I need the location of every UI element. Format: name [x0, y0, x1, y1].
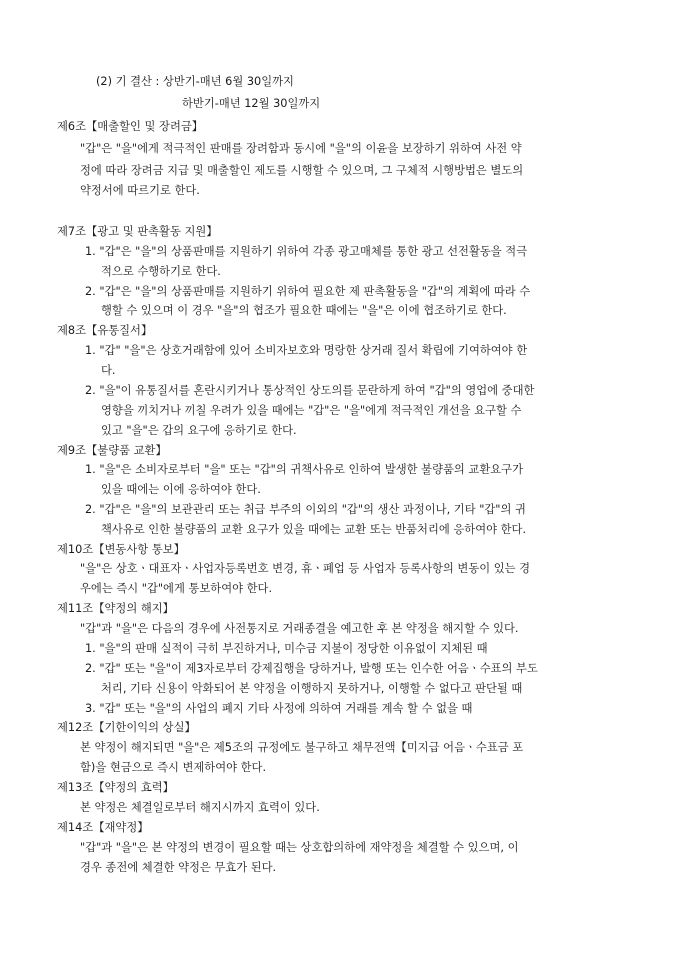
article-6-body-line: 약정서에 따르기로 한다. — [80, 184, 200, 197]
article-6-heading: 제6조【매출할인 및 장려금】 — [57, 120, 204, 133]
article-11-heading: 제11조【약정의 해지】 — [57, 602, 174, 615]
article-10-heading: 제10조【변동사항 통보】 — [57, 543, 185, 556]
article-8-heading: 제8조【유통질서】 — [57, 324, 153, 337]
article-14-body-line: "갑"과 "을"은 본 약정의 변경이 필요할 때는 상호합의하에 재약정을 체결할 수 있으며, 이 — [80, 841, 519, 854]
settlement-first-half: (2) 기 결산 : 상반기-매년 6월 30일까지 — [96, 75, 294, 88]
article-12-heading: 제12조【기한이익의 상실】 — [57, 721, 196, 734]
settlement-second-half: 하반기-매년 12월 30일까지 — [182, 97, 321, 110]
article-11-item-1: 1. "을"의 판매 실적이 극히 부진하거나, 미수금 지불이 정당한 이유없이 지체된 때 — [85, 642, 488, 655]
article-8-item-1: 1. "갑" "을"은 상호거래함에 있어 소비자보호와 명랑한 상거래 질서 확립에 기여하여야 한 — [85, 344, 528, 357]
article-7-item-1: 1. "갑"은 "을"의 상품판매를 지원하기 위하여 각종 광고매체를 통한 광고 선전활동을 적극 — [85, 245, 528, 258]
article-9-item-2: 2. "갑"은 "을"의 보관관리 또는 취급 부주의 이외의 "갑"의 생산 과정이나, 기타 "갑"의 귀 — [85, 503, 526, 516]
article-13-heading: 제13조【약정의 효력】 — [57, 781, 174, 794]
article-7-item-2: 2. "갑"은 "을"의 상품판매를 지원하기 위하여 필요한 제 판촉활동을 "갑"의 계획에 따라 수 — [85, 285, 531, 298]
article-9-item-1: 1. "을"은 소비자로부터 "을" 또는 "갑"의 귀책사유로 인하여 발생한 불량품의 교환요구가 — [85, 463, 523, 476]
article-6-body-line: 정에 따라 장려금 지급 및 매출할인 제도를 시행할 수 있으며, 그 구체적 시행방법은 별도의 — [80, 164, 524, 177]
article-11-item-2: 2. "갑" 또는 "을"이 제3자로부터 강제집행을 당하거나, 발행 또는 인수한 어음ㆍ수표의 부도 — [85, 662, 538, 675]
article-8-item-2: 2. "을"이 유통질서를 혼란시키거나 통상적인 상도의를 문란하게 하여 "갑"의 영업에 중대한 — [85, 384, 535, 397]
article-9-item-2-cont: 책사유로 인한 불량품의 교환 요구가 있을 때에는 교환 또는 반품처리에 응하여야 한다. — [101, 523, 527, 536]
article-8-item-2-cont: 있고 "을"은 갑의 요구에 응하기로 한다. — [101, 424, 297, 437]
article-10-body-line: "을"은 상호ㆍ대표자ㆍ사업자등록번호 변경, 휴ㆍ폐업 등 사업자 등록사항의 변동이 있는 경 — [80, 562, 531, 575]
article-11-item-3: 3. "갑" 또는 "을"의 사업의 폐지 기타 사정에 의하여 거래를 계속 할 수 없을 때 — [85, 702, 473, 715]
article-7-heading: 제7조【광고 및 판촉활동 지원】 — [57, 225, 218, 238]
article-8-item-1-cont: 다. — [101, 364, 116, 377]
article-7-item-2-cont: 행할 수 있으며 이 경우 "을"의 협조가 필요한 때에는 "을"은 이에 협조하기로 한다. — [101, 304, 507, 317]
article-12-body-line: 본 약정이 해지되면 "을"은 제5조의 규정에도 불구하고 채무전액【미지급 어음ㆍ수표금 포 — [80, 741, 524, 754]
article-6-body-line: "갑"은 "을"에게 적극적인 판매를 장려함과 동시에 "을"의 이윤을 보장하기 위하여 사전 약 — [80, 142, 522, 155]
article-10-body-line: 우에는 즉시 "갑"에게 통보하여야 한다. — [80, 582, 273, 595]
article-11-item-2-cont: 처리, 기타 신용이 악화되어 본 약정을 이행하지 못하거나, 이행할 수 없다고 판단될 때 — [101, 682, 523, 695]
article-9-heading: 제9조【불량품 교환】 — [57, 444, 167, 457]
article-7-item-1-cont: 적으로 수행하기로 한다. — [101, 265, 221, 278]
article-14-heading: 제14조【재약정】 — [57, 821, 149, 834]
article-9-item-1-cont: 있을 때에는 이에 응하여야 한다. — [101, 483, 261, 496]
article-12-body-line: 함)을 현금으로 즉시 변제하여야 한다. — [80, 761, 267, 774]
article-11-body-line: "갑"과 "을"은 다음의 경우에 사전통지로 거래종결을 예고한 후 본 약정을 해지할 수 있다. — [80, 622, 519, 635]
article-8-item-2-cont: 영향을 끼치거나 끼칠 우려가 있을 때에는 "갑"은 "을"에게 적극적인 개선을 요구할 수 — [101, 404, 522, 417]
article-14-body-line: 경우 종전에 체결한 약정은 무효가 된다. — [80, 861, 277, 874]
article-13-body-line: 본 약정은 체결일로부터 해지시까지 효력이 있다. — [80, 801, 320, 814]
